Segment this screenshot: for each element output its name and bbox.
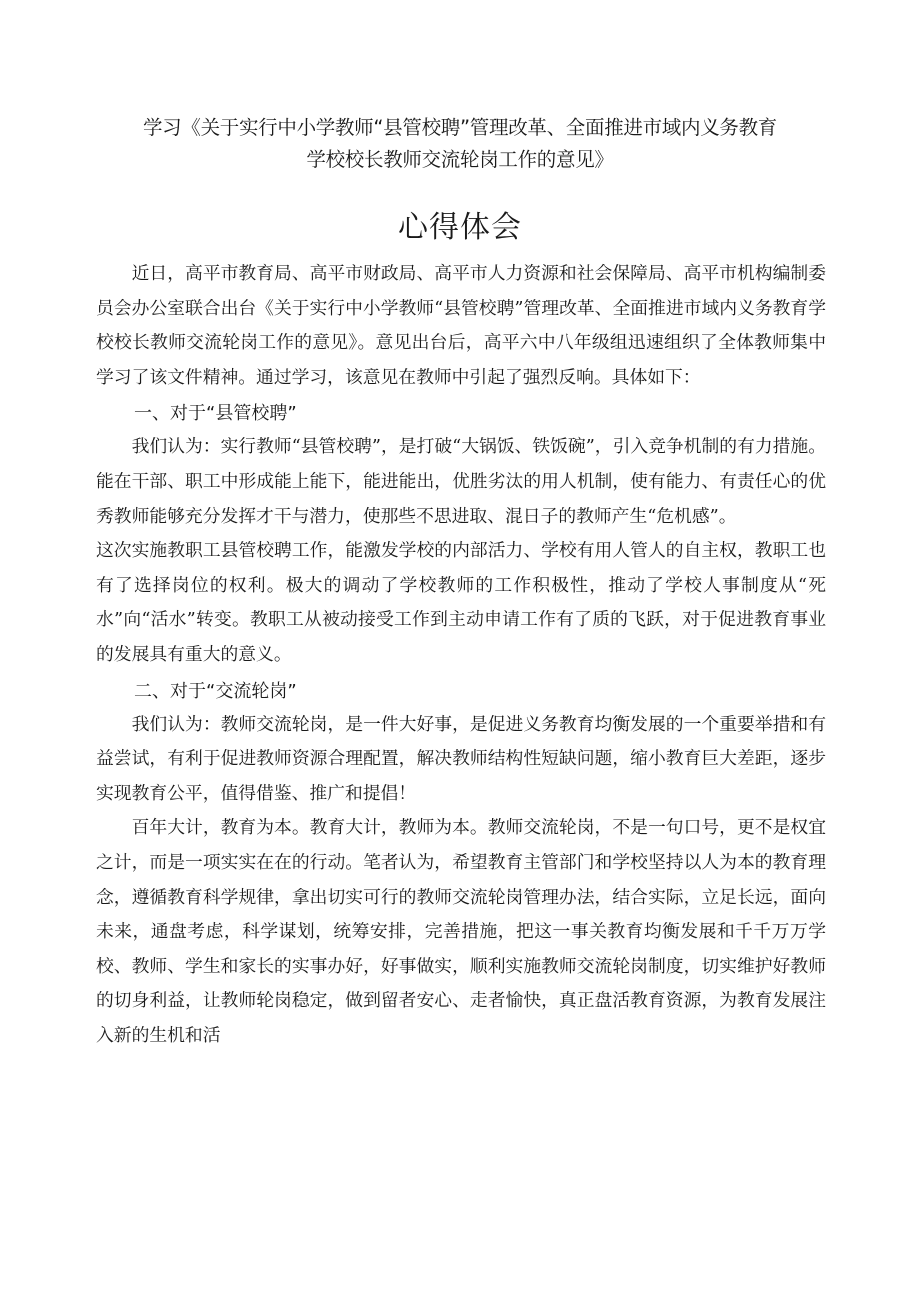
section-2-title: 二、对于“交流轮岗” [134,680,297,702]
document-title-line-2: 学校校长教师交流轮岗工作的意见》 [306,148,614,171]
intro-paragraph: 近日，高平市教育局、高平市财政局、高平市人力资源和社会保障局、高平市机构编制委员会办公室联合出台《关于实行中小学教师“县管校聘”管理改革、全面推进市域内义务教育学校校长教师交流轮岗工作的意见》。意见出台后，高平六中八年级组迅速组织了全体教师集中学习了该文件精神。通过学习，该意见在教师中引起了强烈反响。具体如下： [96,263,826,388]
section-1-paragraph-2: 这次实施教职工县管校聘工作，能激发学校的内部活力、学校有用人管人的自主权，教职工也有了选择岗位的权利。极大的调动了学校教师的工作积极性，推动了学校人事制度从“死水”向“活水”转变。教职工从被动接受工作到主动申请工作有了质的飞跃，对于促进教育事业的发展具有重大的意义。 [96,540,826,665]
document-title-line-1: 学习《关于实行中小学教师“县管校聘”管理改革、全面推进市域内义务教育 [142,116,777,139]
section-1-title: 一、对于“县管校聘” [134,403,297,425]
page-heading: 心得体会 [398,210,522,245]
section-1-paragraph-1: 我们认为：实行教师“县管校聘”，是打破“大锅饭、铁饭碗”，引入竞争机制的有力措施。能在干部、职工中形成能上能下，能进能出，优胜劣汰的用人机制，使有能力、有责任心的优秀教师能够充分发挥才干与潜力，使那些不思进取、混日子的教师产生“危机感”。 [96,436,826,527]
document-body [96,257,826,1053]
section-2-paragraph-1: 我们认为：教师交流轮岗，是一件大好事，是促进义务教育均衡发展的一个重要举措和有益尝试，有利于促进教师资源合理配置，解决教师结构性短缺问题，缩小教育巨大差距，逐步实现教育公平，值得借鉴、推广和提倡！ [96,713,826,804]
section-2-paragraph-2: 百年大计，教育为本。教育大计，教师为本。教师交流轮岗，不是一句口号，更不是权宜之计，而是一项实实在在的行动。笔者认为，希望教育主管部门和学校坚持以人为本的教育理念，遵循教育科学规律，拿出切实可行的教师交流轮岗管理办法，结合实际，立足长远，面向未来，通盘考虑，科学谋划，统筹安排，完善措施，把这一事关教育均衡发展和千千万万学校、教师、学生和家长的实事办好，好事做实，顺利实施教师交流轮岗制度，切实维护好教师的切身利益，让教师轮岗稳定，做到留者安心、走者愉快，真正盘活教育资源，为教育发展注入新的生机和活 [96,817,826,1046]
